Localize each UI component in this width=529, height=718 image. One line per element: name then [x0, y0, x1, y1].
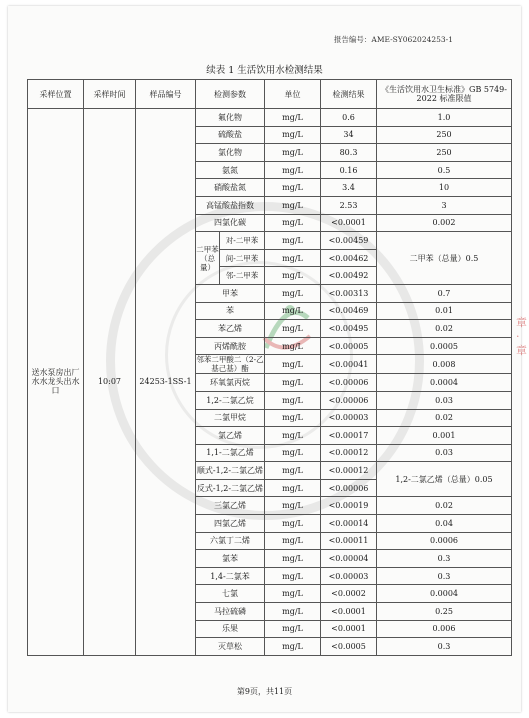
table-row: [28, 109, 512, 127]
result-cell: <0.00012: [321, 444, 377, 462]
limit-cell: 0.03: [377, 391, 512, 409]
col-location: 采样位置: [28, 80, 84, 109]
unit-cell: mg/L: [265, 638, 321, 656]
unit-cell: mg/L: [265, 532, 321, 550]
param-cell: 1,2-二氯乙烷: [196, 391, 265, 409]
result-cell: 34: [321, 126, 377, 144]
col-sample-id: 样品编号: [136, 80, 196, 109]
xylene-limit-cell: 二甲苯（总量）0.5: [377, 232, 512, 285]
unit-cell: mg/L: [265, 267, 321, 285]
limit-cell: 0.7: [377, 284, 512, 302]
param-cell: 二氯甲烷: [196, 409, 265, 427]
limit-cell: 0.006: [377, 620, 512, 638]
result-cell: 3.4: [321, 179, 377, 197]
param-cell: 氨氮: [196, 161, 265, 179]
limit-cell: 0.002: [377, 214, 512, 232]
dce-limit-cell: 1,2-二氯乙烯（总量）0.05: [377, 462, 512, 497]
param-cell: 1,1-二氯乙烯: [196, 444, 265, 462]
unit-cell: mg/L: [265, 391, 321, 409]
unit-cell: mg/L: [265, 603, 321, 621]
param-cell: 反式-1,2-二氯乙烯: [196, 479, 265, 497]
unit-cell: mg/L: [265, 249, 321, 267]
param-cell: 氯化物: [196, 144, 265, 162]
unit-cell: mg/L: [265, 374, 321, 392]
limit-cell: 0.008: [377, 355, 512, 374]
limit-cell: 0.02: [377, 497, 512, 515]
results-table: [27, 79, 512, 656]
param-cell: 硫酸盐: [196, 126, 265, 144]
param-cell: 顺式-1,2-二氯乙烯: [196, 462, 265, 480]
limit-cell: 250: [377, 144, 512, 162]
document-page: [8, 6, 527, 712]
result-cell: 0.16: [321, 161, 377, 179]
xylene-group-cell: 二甲苯（总量）: [196, 232, 220, 285]
result-cell: <0.0001: [321, 620, 377, 638]
limit-cell: 0.3: [377, 567, 512, 585]
result-cell: <0.00014: [321, 515, 377, 533]
param-cell: 对-二甲苯: [220, 232, 265, 250]
result-cell: <0.0002: [321, 585, 377, 603]
result-cell: <0.00469: [321, 302, 377, 320]
unit-cell: mg/L: [265, 320, 321, 338]
unit-cell: mg/L: [265, 567, 321, 585]
unit-cell: mg/L: [265, 550, 321, 568]
unit-cell: mg/L: [265, 444, 321, 462]
limit-cell: 0.5: [377, 161, 512, 179]
limit-cell: 3: [377, 196, 512, 214]
param-cell: 环氧氯丙烷: [196, 374, 265, 392]
unit-cell: mg/L: [265, 161, 321, 179]
unit-cell: mg/L: [265, 284, 321, 302]
param-cell: 氯苯: [196, 550, 265, 568]
param-cell: 六氯丁二烯: [196, 532, 265, 550]
result-cell: 80.3: [321, 144, 377, 162]
param-cell: 甲苯: [196, 284, 265, 302]
page-number: 第9页，共11页: [236, 687, 293, 696]
unit-cell: mg/L: [265, 232, 321, 250]
unit-cell: mg/L: [265, 302, 321, 320]
param-cell: 马拉硫磷: [196, 603, 265, 621]
result-cell: <0.00462: [321, 249, 377, 267]
col-parameter: 检测参数: [196, 80, 265, 109]
col-limit: 《生活饮用水卫生标准》GB 5749-2022 标准限值: [377, 80, 512, 109]
param-cell: 1,4-二氯苯: [196, 567, 265, 585]
limit-cell: 0.001: [377, 427, 512, 445]
result-cell: <0.0005: [321, 638, 377, 656]
result-cell: 2.53: [321, 196, 377, 214]
result-cell: <0.00003: [321, 409, 377, 427]
unit-cell: mg/L: [265, 196, 321, 214]
result-cell: <0.00006: [321, 374, 377, 392]
param-cell: 硝酸盐氮: [196, 179, 265, 197]
result-cell: <0.00011: [321, 532, 377, 550]
limit-cell: 0.3: [377, 550, 512, 568]
limit-cell: 0.02: [377, 409, 512, 427]
unit-cell: mg/L: [265, 179, 321, 197]
limit-cell: 0.0005: [377, 337, 512, 355]
result-cell: <0.00003: [321, 567, 377, 585]
unit-cell: mg/L: [265, 214, 321, 232]
limit-cell: 0.01: [377, 302, 512, 320]
param-cell: 三氯乙烯: [196, 497, 265, 515]
result-cell: <0.00459: [321, 232, 377, 250]
limit-cell: 0.25: [377, 603, 512, 621]
unit-cell: mg/L: [265, 462, 321, 480]
col-time: 采样时间: [84, 80, 136, 109]
result-cell: <0.00006: [321, 479, 377, 497]
col-unit: 单位: [265, 80, 321, 109]
limit-cell: 10: [377, 179, 512, 197]
limit-cell: 0.3: [377, 638, 512, 656]
unit-cell: mg/L: [265, 427, 321, 445]
param-cell: 邻-二甲苯: [220, 267, 265, 285]
seal-edge-mark: 章 · 章: [516, 316, 527, 357]
result-cell: <0.0001: [321, 214, 377, 232]
unit-cell: mg/L: [265, 409, 321, 427]
limit-cell: 0.04: [377, 515, 512, 533]
limit-cell: 1.0: [377, 109, 512, 127]
limit-cell: 0.02: [377, 320, 512, 338]
param-cell: 四氯乙烯: [196, 515, 265, 533]
unit-cell: mg/L: [265, 126, 321, 144]
result-cell: <0.00492: [321, 267, 377, 285]
limit-cell: 0.0004: [377, 585, 512, 603]
param-cell: 乐果: [196, 620, 265, 638]
param-cell: 高锰酸盐指数: [196, 196, 265, 214]
unit-cell: mg/L: [265, 585, 321, 603]
unit-cell: mg/L: [265, 620, 321, 638]
unit-cell: mg/L: [265, 337, 321, 355]
sample-id-cell: 24253-1SS-1: [136, 109, 196, 656]
unit-cell: mg/L: [265, 515, 321, 533]
param-cell: 丙烯酰胺: [196, 337, 265, 355]
limit-cell: 0.0006: [377, 532, 512, 550]
col-result: 检测结果: [321, 80, 377, 109]
param-cell: 苯: [196, 302, 265, 320]
result-cell: <0.00012: [321, 462, 377, 480]
result-cell: <0.00005: [321, 337, 377, 355]
result-cell: <0.0001: [321, 603, 377, 621]
unit-cell: mg/L: [265, 144, 321, 162]
param-cell: 邻苯二甲酸二（2-乙基己基）酯: [196, 355, 264, 374]
param-cell: 氟化物: [196, 109, 265, 127]
param-cell: 苯乙烯: [196, 320, 265, 338]
unit-cell: mg/L: [265, 497, 321, 515]
location-cell: 送水泵房出厂水水龙头出水口: [28, 109, 84, 656]
table-header-row: [28, 80, 512, 109]
report-number: 报告编号：AME-SY062024253-1: [333, 35, 453, 44]
result-cell: <0.00017: [321, 427, 377, 445]
param-cell: 七氯: [196, 585, 265, 603]
result-cell: 0.6: [321, 109, 377, 127]
limit-cell: 0.03: [377, 444, 512, 462]
param-cell: 间-二甲苯: [220, 249, 265, 267]
unit-cell: mg/L: [265, 479, 321, 497]
result-cell: <0.00004: [321, 550, 377, 568]
param-cell: 氯乙烯: [196, 427, 265, 445]
limit-cell: 250: [377, 126, 512, 144]
result-cell: <0.00495: [321, 320, 377, 338]
result-cell: <0.00006: [321, 391, 377, 409]
result-cell: <0.00313: [321, 284, 377, 302]
unit-cell: mg/L: [265, 109, 321, 127]
param-cell: 灭草松: [196, 638, 265, 656]
result-cell: <0.00019: [321, 497, 377, 515]
param-cell: 四氯化碳: [196, 214, 265, 232]
table-title: 续表 1 生活饮用水检测结果: [206, 65, 323, 76]
time-cell: 10:07: [84, 109, 136, 656]
limit-cell: 0.0004: [377, 374, 512, 392]
unit-cell: mg/L: [265, 355, 321, 374]
result-cell: <0.00041: [321, 355, 377, 374]
